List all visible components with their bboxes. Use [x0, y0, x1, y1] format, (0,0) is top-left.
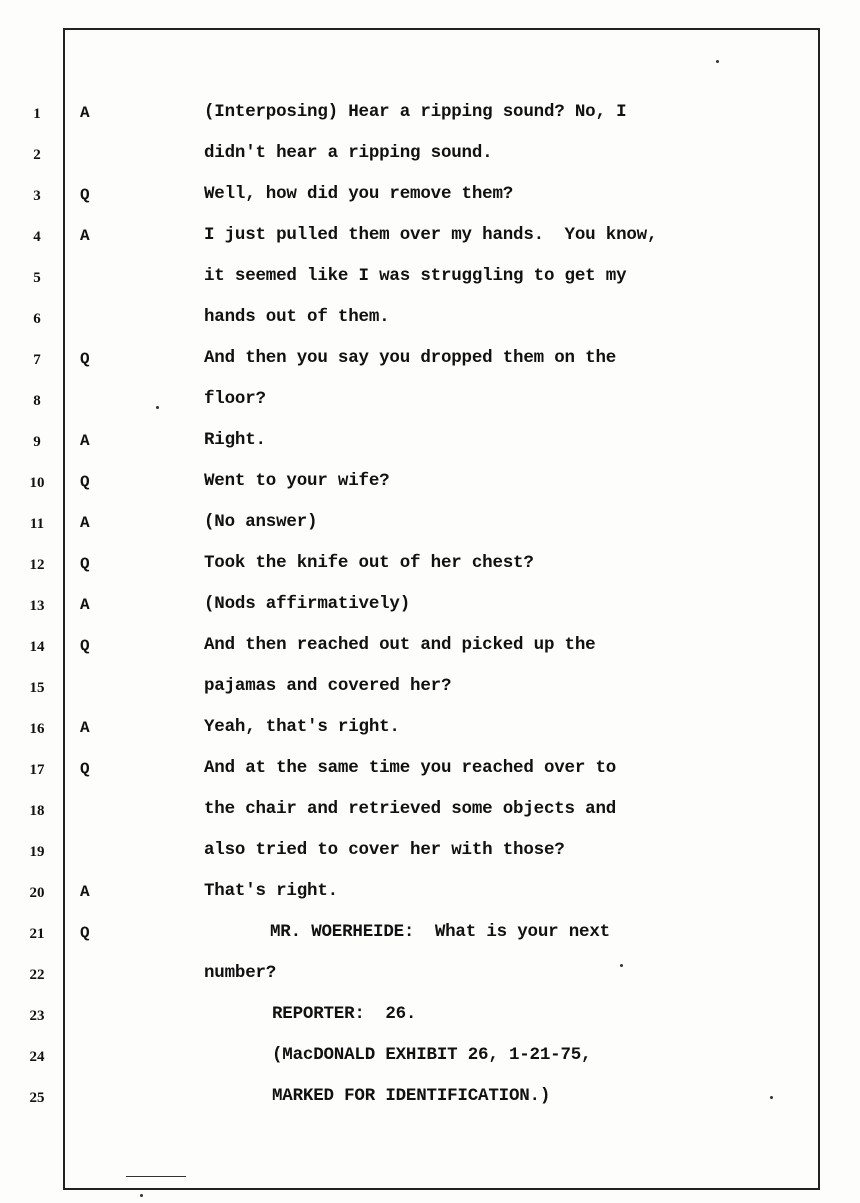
line-text: floor? — [204, 389, 266, 409]
line-text: Yeah, that's right. — [204, 717, 400, 737]
line-number: 18 — [29, 803, 45, 819]
transcript-line — [0, 260, 860, 300]
transcript-line — [0, 219, 860, 259]
line-number: 9 — [33, 434, 41, 450]
transcript-line — [0, 752, 860, 792]
line-number: 5 — [33, 270, 41, 286]
line-text: it seemed like I was struggling to get my — [204, 266, 627, 286]
line-text: And at the same time you reached over to — [204, 758, 617, 778]
line-text: I just pulled them over my hands. You know, — [204, 225, 658, 245]
speaker-label: A — [80, 432, 90, 450]
line-number: 2 — [33, 147, 41, 163]
line-number: 4 — [33, 229, 41, 245]
line-text: pajamas and covered her? — [204, 676, 452, 696]
line-number: 3 — [33, 188, 41, 204]
transcript-line — [0, 547, 860, 587]
transcript-line — [0, 342, 860, 382]
speaker-label: A — [80, 883, 90, 901]
line-text: the chair and retrieved some objects and — [204, 799, 617, 819]
line-number: 21 — [29, 926, 45, 942]
line-number: 17 — [29, 762, 45, 778]
line-text: (MacDONALD EXHIBIT 26, 1-21-75, — [272, 1045, 592, 1065]
page-border-top — [63, 28, 820, 30]
line-number: 24 — [29, 1049, 45, 1065]
line-number: 7 — [33, 352, 41, 368]
line-text: MR. WOERHEIDE: What is your next — [270, 922, 610, 942]
line-number: 19 — [29, 844, 45, 860]
speaker-label: Q — [80, 350, 90, 368]
page-border-bottom — [63, 1188, 820, 1190]
speaker-label: Q — [80, 186, 90, 204]
speaker-label: A — [80, 719, 90, 737]
line-text: REPORTER: 26. — [272, 1004, 417, 1024]
line-number: 20 — [29, 885, 45, 901]
footer-rule — [126, 1176, 186, 1177]
line-text: (Interposing) Hear a ripping sound? No, I — [204, 102, 627, 122]
transcript-line — [0, 834, 860, 874]
line-number: 25 — [29, 1090, 45, 1106]
transcript-line — [0, 424, 860, 464]
line-number: 23 — [29, 1008, 45, 1024]
line-number: 13 — [29, 598, 45, 614]
transcript-line — [0, 998, 860, 1038]
speaker-label: A — [80, 596, 90, 614]
transcript-line — [0, 383, 860, 423]
line-text: (Nods affirmatively) — [204, 594, 411, 614]
transcript-line — [0, 178, 860, 218]
line-text: And then reached out and picked up the — [204, 635, 596, 655]
speaker-label: Q — [80, 555, 90, 573]
speaker-label: Q — [80, 473, 90, 491]
line-number: 8 — [33, 393, 41, 409]
line-text: Took the knife out of her chest? — [204, 553, 534, 573]
line-text: didn't hear a ripping sound. — [204, 143, 493, 163]
transcript-line — [0, 1080, 860, 1120]
line-text: (No answer) — [204, 512, 318, 532]
line-number: 22 — [29, 967, 45, 983]
line-text: MARKED FOR IDENTIFICATION.) — [272, 1086, 551, 1106]
transcript-line — [0, 588, 860, 628]
scan-speck — [140, 1194, 143, 1197]
transcript-line — [0, 1039, 860, 1079]
transcript-line — [0, 465, 860, 505]
line-number: 12 — [29, 557, 45, 573]
transcript-line — [0, 670, 860, 710]
line-number: 1 — [33, 106, 41, 122]
line-text: hands out of them. — [204, 307, 390, 327]
scan-speck — [716, 60, 719, 63]
transcript-line — [0, 137, 860, 177]
transcript-line — [0, 793, 860, 833]
line-number: 14 — [29, 639, 45, 655]
line-text: And then you say you dropped them on the — [204, 348, 617, 368]
transcript-line — [0, 629, 860, 669]
line-text: That's right. — [204, 881, 338, 901]
line-number: 6 — [33, 311, 41, 327]
speaker-label: A — [80, 227, 90, 245]
line-text: Went to your wife? — [204, 471, 390, 491]
line-text: Right. — [204, 430, 266, 450]
transcript-line — [0, 711, 860, 751]
speaker-label: Q — [80, 924, 90, 942]
line-number: 15 — [29, 680, 45, 696]
speaker-label: A — [80, 104, 90, 122]
line-text: Well, how did you remove them? — [204, 184, 514, 204]
speaker-label: Q — [80, 637, 90, 655]
transcript-line — [0, 916, 860, 956]
transcript-line — [0, 957, 860, 997]
line-text: also tried to cover her with those? — [204, 840, 565, 860]
transcript-line — [0, 506, 860, 546]
transcript-line — [0, 96, 860, 136]
transcript-line — [0, 875, 860, 915]
line-number: 10 — [29, 475, 45, 491]
line-number: 16 — [29, 721, 45, 737]
speaker-label: Q — [80, 760, 90, 778]
transcript-line — [0, 301, 860, 341]
speaker-label: A — [80, 514, 90, 532]
line-text: number? — [204, 963, 277, 983]
line-number: 11 — [29, 516, 45, 532]
